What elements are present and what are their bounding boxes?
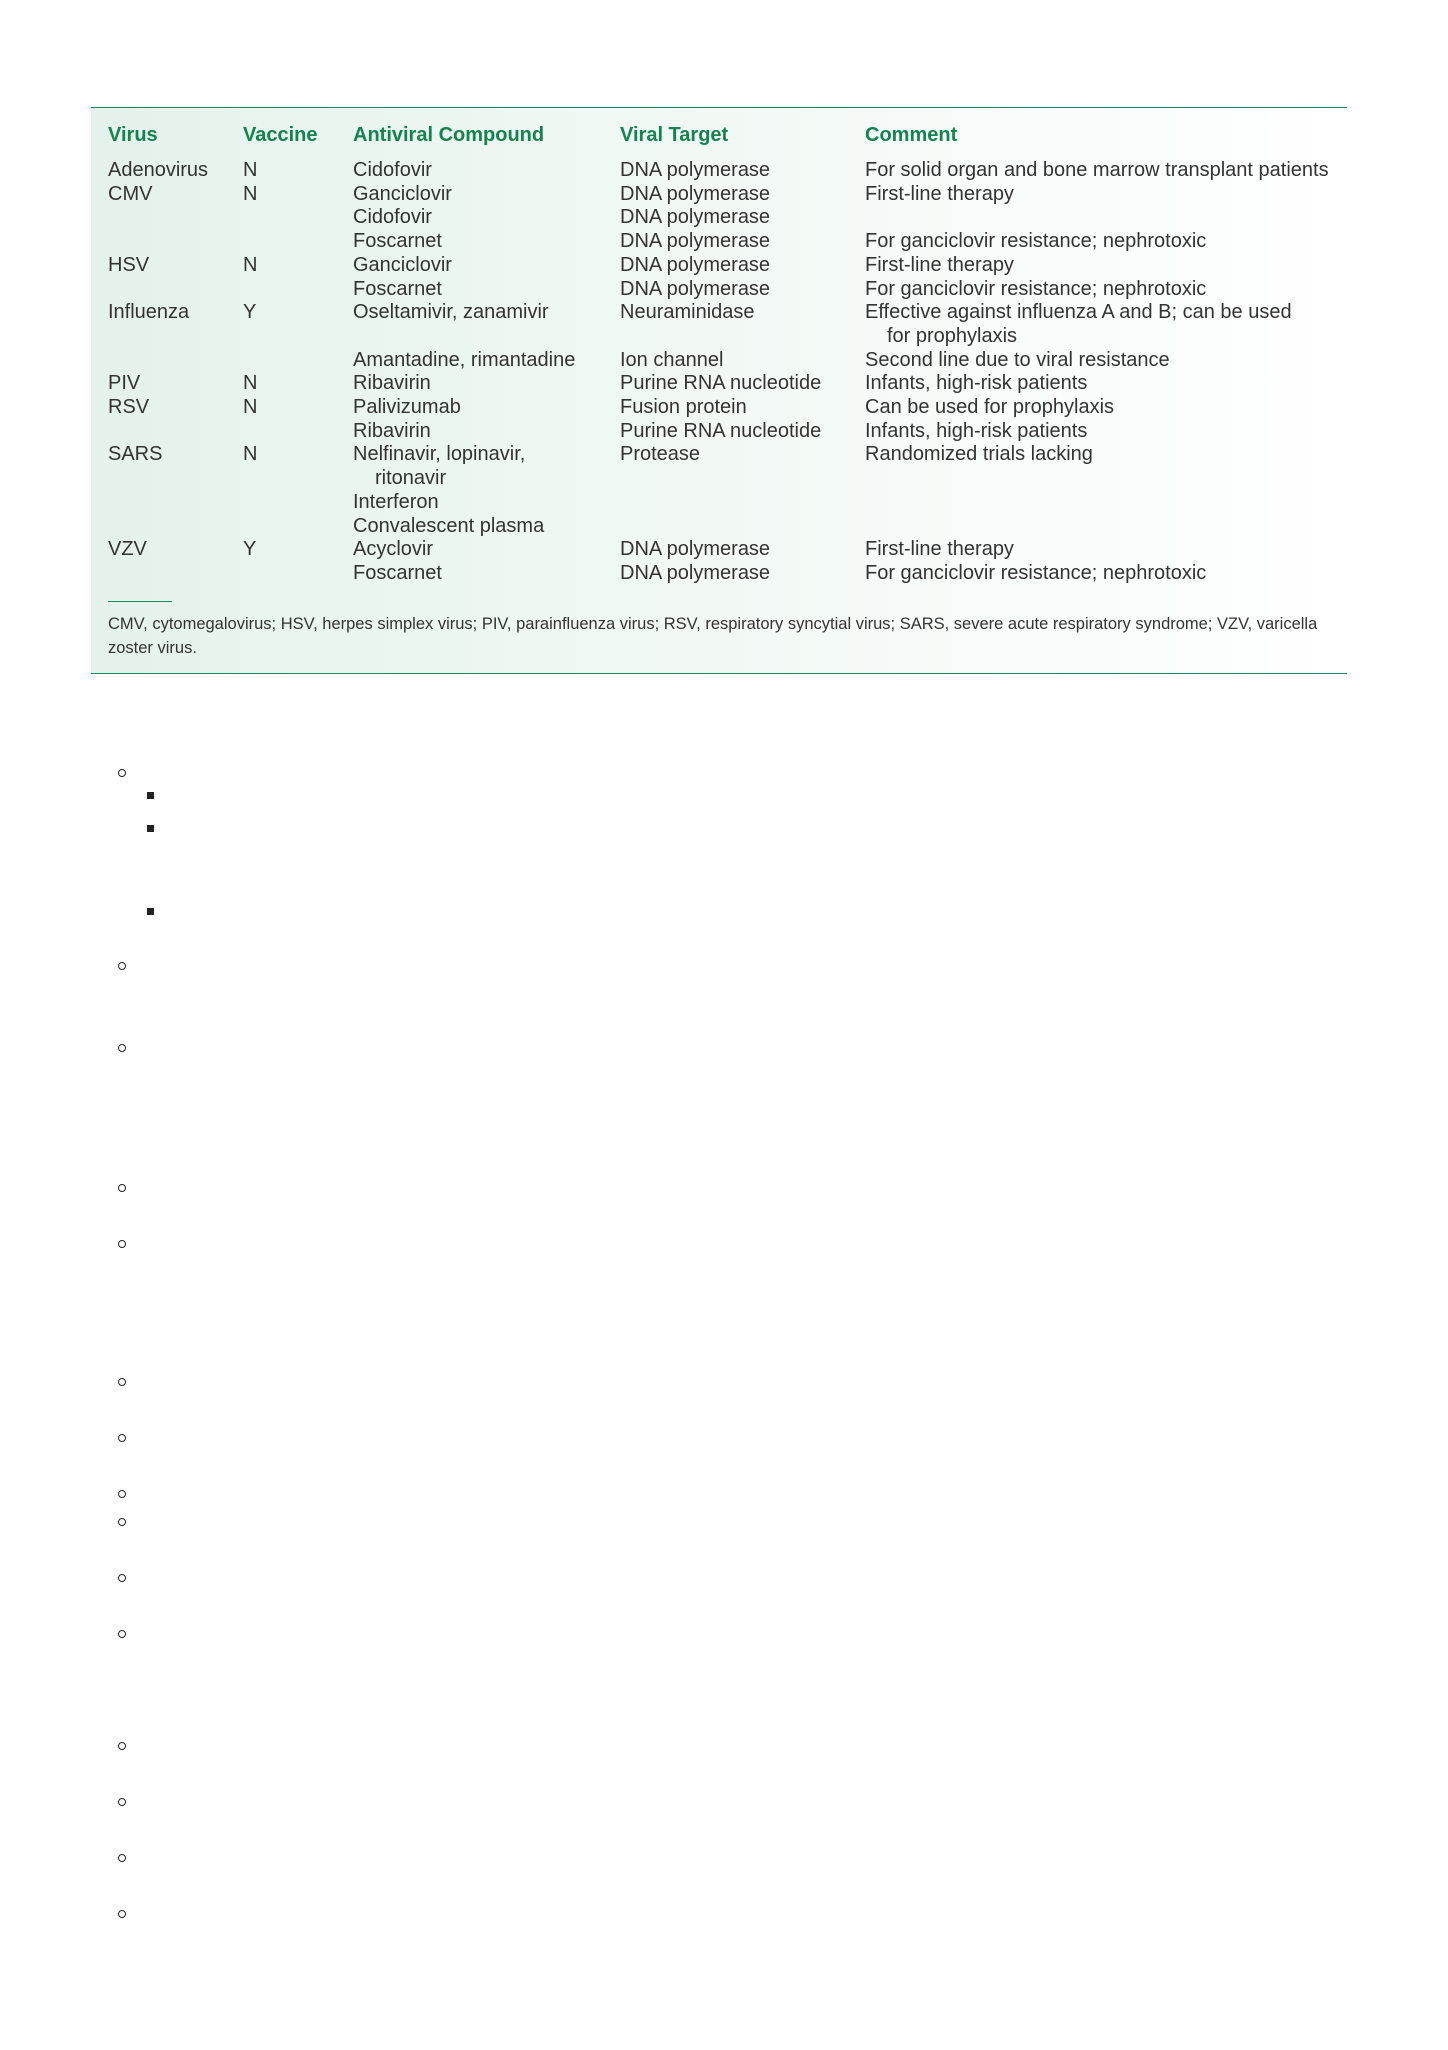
circle-bullet-icon — [118, 1630, 126, 1638]
cell-virus — [108, 230, 243, 254]
table-row — [108, 230, 1345, 254]
cell-virus — [108, 491, 243, 515]
cell-antiviral-compound-text: Cidofovir — [353, 159, 432, 181]
cell-vaccine — [243, 206, 353, 230]
cell-viral-target-text: DNA polymerase — [620, 538, 771, 561]
cell-comment — [865, 278, 1345, 302]
cell-vaccine-text: N — [243, 253, 258, 276]
header-viral-target: Viral Target — [620, 124, 729, 146]
table-row — [108, 443, 1345, 490]
cell-viral-target-text: DNA polymerase — [620, 277, 771, 300]
cell-viral-target — [620, 349, 865, 373]
table-row — [108, 515, 1345, 539]
cell-antiviral-compound-text: Acyclovir — [353, 538, 434, 561]
cell-virus — [108, 278, 243, 302]
cell-antiviral-compound — [353, 349, 620, 373]
cell-virus-text: RSV — [108, 396, 150, 419]
cell-viral-target — [620, 420, 865, 444]
cell-viral-target-text: Purine RNA nucleotide — [620, 419, 822, 442]
cell-antiviral-compound-text: Cidofovir — [353, 206, 432, 229]
cell-viral-target-text: DNA polymerase — [620, 561, 771, 584]
cell-viral-target-text: Neuraminidase — [620, 301, 755, 324]
cell-comment-continuation: for prophylaxis — [887, 324, 1018, 347]
footnote-rule — [108, 601, 172, 602]
circle-bullet-icon — [118, 962, 126, 970]
cell-virus — [108, 206, 243, 230]
table-row — [108, 372, 1345, 396]
header-virus: Virus — [108, 124, 158, 146]
cell-viral-target-text: DNA polymerase — [620, 253, 771, 276]
cell-viral-target-text: Fusion protein — [620, 396, 747, 419]
cell-antiviral-compound — [353, 372, 620, 396]
cell-virus — [108, 420, 243, 444]
cell-vaccine — [243, 372, 353, 396]
circle-bullet-icon — [118, 1044, 126, 1052]
cell-virus — [108, 372, 243, 396]
cell-vaccine — [243, 278, 353, 302]
cell-comment — [865, 159, 1345, 183]
circle-bullet-icon — [118, 1378, 126, 1386]
cell-comment — [865, 230, 1345, 254]
cell-viral-target-text: Purine RNA nucleotide — [620, 372, 822, 395]
cell-virus — [108, 562, 243, 586]
cell-viral-target — [620, 278, 865, 302]
circle-bullet-icon — [118, 1910, 126, 1918]
cell-viral-target — [620, 301, 865, 348]
header-comment: Comment — [865, 124, 958, 146]
cell-viral-target — [620, 183, 865, 207]
cell-antiviral-compound — [353, 278, 620, 302]
cell-virus-text: Influenza — [108, 301, 190, 324]
cell-viral-target — [620, 206, 865, 230]
cell-comment-text: For ganciclovir resistance; nephrotoxic — [865, 277, 1207, 300]
cell-comment-text: Can be used for prophylaxis — [865, 396, 1115, 419]
cell-virus — [108, 538, 243, 562]
cell-comment — [865, 515, 1345, 539]
cell-virus — [108, 515, 243, 539]
cell-comment — [865, 349, 1345, 373]
cell-comment-text: Infants, high-risk patients — [865, 372, 1088, 395]
cell-comment-text: Second line due to viral resistance — [865, 348, 1170, 371]
cell-comment-text: Infants, high-risk patients — [865, 419, 1088, 442]
table-row — [108, 183, 1345, 207]
cell-vaccine-text: N — [243, 182, 258, 205]
cell-comment-text: Randomized trials lacking — [865, 443, 1093, 466]
cell-antiviral-compound-text: Oseltamivir, zanamivir — [353, 301, 549, 324]
circle-bullet-icon — [118, 1854, 126, 1862]
cell-antiviral-compound-text: Foscarnet — [353, 230, 442, 253]
cell-vaccine — [243, 349, 353, 373]
cell-antiviral-compound-text: Ribavirin — [353, 372, 431, 395]
cell-vaccine-text: N — [243, 372, 258, 395]
table-row — [108, 396, 1345, 420]
circle-bullet-icon — [118, 1240, 126, 1248]
cell-viral-target — [620, 372, 865, 396]
cell-viral-target — [620, 515, 865, 539]
cell-antiviral-compound — [353, 515, 620, 539]
cell-viral-target-text: DNA polymerase — [620, 182, 771, 205]
cell-antiviral-compound-continuation: ritonavir — [375, 467, 447, 490]
cell-antiviral-compound-text: Palivizumab — [353, 396, 461, 419]
cell-virus-text: SARS — [108, 443, 163, 466]
cell-viral-target — [620, 254, 865, 278]
cell-viral-target-text: DNA polymerase — [620, 159, 771, 181]
cell-antiviral-compound — [353, 254, 620, 278]
circle-bullet-icon — [118, 1518, 126, 1526]
cell-virus-text: PIV — [108, 372, 141, 395]
square-bullet-icon — [147, 908, 154, 915]
cell-antiviral-compound — [353, 538, 620, 562]
cell-virus — [108, 396, 243, 420]
table-row — [108, 278, 1345, 302]
cell-antiviral-compound-text: Interferon — [353, 490, 439, 513]
table-body — [108, 159, 1345, 586]
cell-viral-target — [620, 443, 865, 490]
cell-comment — [865, 562, 1345, 586]
cell-vaccine-text: Y — [243, 301, 257, 324]
cell-comment-text: First-line therapy — [865, 182, 1014, 205]
cell-comment — [865, 443, 1345, 490]
cell-vaccine — [243, 420, 353, 444]
cell-virus-text: HSV — [108, 253, 150, 276]
cell-antiviral-compound-text: Ribavirin — [353, 419, 431, 442]
circle-bullet-icon — [118, 1798, 126, 1806]
cell-vaccine — [243, 491, 353, 515]
cell-comment-text: First-line therapy — [865, 253, 1014, 276]
cell-viral-target-text: Protease — [620, 443, 701, 466]
cell-comment — [865, 372, 1345, 396]
cell-vaccine — [243, 538, 353, 562]
table-row — [108, 159, 1345, 183]
square-bullet-icon — [147, 825, 154, 832]
cell-vaccine — [243, 515, 353, 539]
table-row — [108, 562, 1345, 586]
antiviral-table-panel — [91, 107, 1347, 674]
circle-bullet-icon — [118, 1184, 126, 1192]
cell-antiviral-compound-text: Ganciclovir — [353, 182, 452, 205]
square-bullet-icon — [147, 792, 154, 799]
cell-viral-target-text: DNA polymerase — [620, 230, 771, 253]
table-row — [108, 538, 1345, 562]
cell-comment — [865, 301, 1345, 348]
table-footnote: CMV, cytomegalovirus; HSV, herpes simplex virus; PIV, parainfluenza virus; RSV, respiratory syncytial virus; SARS, severe acute respiratory syndrome; VZV, varicella zoster virus. — [108, 615, 1318, 657]
cell-antiviral-compound-text: Foscarnet — [353, 277, 442, 300]
cell-comment — [865, 491, 1345, 515]
cell-vaccine — [243, 396, 353, 420]
table-row — [108, 254, 1345, 278]
cell-viral-target-text: DNA polymerase — [620, 206, 771, 229]
cell-viral-target — [620, 562, 865, 586]
cell-viral-target — [620, 159, 865, 183]
cell-antiviral-compound — [353, 230, 620, 254]
cell-antiviral-compound — [353, 491, 620, 515]
cell-vaccine — [243, 183, 353, 207]
circle-bullet-icon — [118, 1490, 126, 1498]
cell-antiviral-compound-text: Foscarnet — [353, 561, 442, 584]
cell-virus-text: VZV — [108, 538, 147, 561]
cell-virus — [108, 443, 243, 490]
cell-antiviral-compound-text: Convalescent plasma — [353, 514, 545, 537]
cell-antiviral-compound — [353, 396, 620, 420]
cell-viral-target — [620, 230, 865, 254]
cell-antiviral-compound — [353, 443, 620, 490]
table-row — [108, 206, 1345, 230]
cell-virus — [108, 301, 243, 348]
cell-comment — [865, 183, 1345, 207]
cell-virus — [108, 254, 243, 278]
antiviral-table — [108, 124, 1345, 586]
cell-antiviral-compound — [353, 301, 620, 348]
header-vaccine: Vaccine — [243, 124, 318, 146]
cell-comment-text: Effective against influenza A and B; can be used — [865, 301, 1292, 324]
circle-bullet-icon — [118, 1434, 126, 1442]
cell-comment — [865, 396, 1345, 420]
cell-virus — [108, 349, 243, 373]
cell-vaccine — [243, 301, 353, 348]
cell-vaccine — [243, 159, 353, 183]
cell-virus-text: CMV — [108, 182, 153, 205]
cell-vaccine-text: N — [243, 443, 258, 466]
cell-comment — [865, 206, 1345, 230]
cell-vaccine-text: N — [243, 396, 258, 419]
cell-antiviral-compound — [353, 159, 620, 183]
cell-vaccine-text: Y — [243, 538, 257, 561]
cell-comment-text: First-line therapy — [865, 538, 1014, 561]
circle-bullet-icon — [118, 769, 126, 777]
cell-antiviral-compound — [353, 183, 620, 207]
cell-virus-text: Adenovirus — [108, 159, 209, 181]
cell-antiviral-compound-text: Nelfinavir, lopinavir, — [353, 443, 526, 466]
table-row — [108, 491, 1345, 515]
cell-antiviral-compound — [353, 420, 620, 444]
cell-antiviral-compound-text: Ganciclovir — [353, 253, 452, 276]
cell-viral-target — [620, 396, 865, 420]
cell-viral-target-text: Ion channel — [620, 348, 724, 371]
cell-vaccine — [243, 254, 353, 278]
cell-vaccine-text: N — [243, 159, 258, 181]
cell-comment — [865, 420, 1345, 444]
cell-comment — [865, 254, 1345, 278]
table-row — [108, 420, 1345, 444]
cell-antiviral-compound-text: Amantadine, rimantadine — [353, 348, 576, 371]
cell-virus — [108, 159, 243, 183]
header-antiviral-compound: Antiviral Compound — [353, 124, 545, 146]
table-row — [108, 301, 1345, 348]
cell-antiviral-compound — [353, 562, 620, 586]
cell-viral-target — [620, 491, 865, 515]
table-header-row — [108, 124, 1345, 159]
cell-comment-text: For solid organ and bone marrow transplant patients — [865, 159, 1329, 181]
cell-vaccine — [243, 562, 353, 586]
cell-antiviral-compound — [353, 206, 620, 230]
cell-virus — [108, 183, 243, 207]
cell-vaccine — [243, 443, 353, 490]
cell-comment-text: For ganciclovir resistance; nephrotoxic — [865, 230, 1207, 253]
cell-viral-target — [620, 538, 865, 562]
circle-bullet-icon — [118, 1574, 126, 1582]
cell-comment — [865, 538, 1345, 562]
circle-bullet-icon — [118, 1742, 126, 1750]
table-row — [108, 349, 1345, 373]
cell-vaccine — [243, 230, 353, 254]
cell-comment-text: For ganciclovir resistance; nephrotoxic — [865, 561, 1207, 584]
